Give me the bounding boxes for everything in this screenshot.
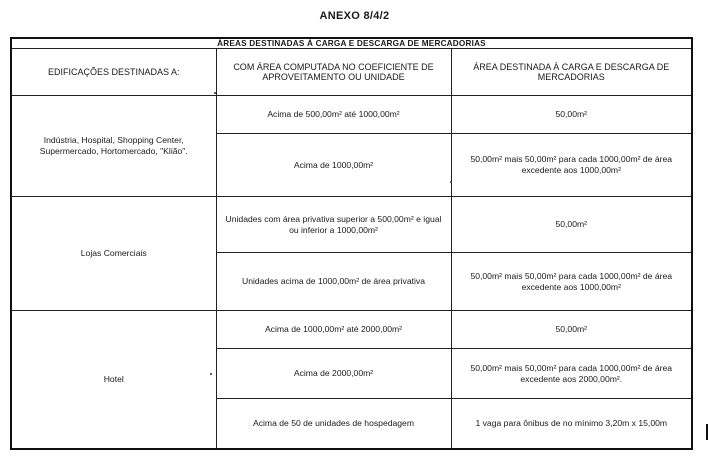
condition-cell: Acima de 2000,00m² <box>216 349 451 399</box>
scan-speck <box>210 373 212 375</box>
group-label-industry: Indústria, Hospital, Shopping Center, Supermercado, Hortomercado, "Klião". <box>11 96 216 197</box>
area-cell: 50,00m² <box>451 197 692 253</box>
scan-speck <box>214 92 216 94</box>
condition-cell: Acima de 1000,00m² <box>216 134 451 197</box>
condition-cell: Acima de 1000,00m² até 2000,00m² <box>216 311 451 349</box>
area-cell: 50,00m² mais 50,00m² para cada 1000,00m² de área excedente aos 2000,00m². <box>451 349 692 399</box>
area-cell: 50,00m² mais 50,00m² para cada 1000,00m² de área excedente aos 1000,00m² <box>451 134 692 197</box>
table-title: ÁREAS DESTINADAS À CARGA E DESCARGA DE MERCADORIAS <box>11 38 692 49</box>
area-cell: 1 vaga para ônibus de no mínimo 3,20m x 15,00m <box>451 399 692 449</box>
condition-cell: Unidades com área privativa superior a 500,00m² e igual ou inferior a 1000,00m² <box>216 197 451 253</box>
table-row <box>11 197 692 253</box>
table-title-row <box>11 38 692 49</box>
condition-cell: Acima de 500,00m² até 1000,00m² <box>216 96 451 134</box>
column-header-loading-area: ÁREA DESTINADA À CARGA E DESCARGA DE MERCADORIAS <box>451 49 692 96</box>
column-header-row <box>11 49 692 96</box>
condition-cell: Acima de 50 de unidades de hospedagem <box>216 399 451 449</box>
area-cell: 50,00m² <box>451 311 692 349</box>
column-header-computed-area: COM ÁREA COMPUTADA NO COEFICIENTE DE APROVEITAMENTO OU UNIDADE <box>216 49 451 96</box>
area-cell: 50,00m² mais 50,00m² para cada 1000,00m² de área excedente aos 1000,00m² <box>451 253 692 311</box>
group-label-shops: Lojas Comerciais <box>11 197 216 311</box>
table-row <box>11 311 692 349</box>
group-label-hotel: Hotel <box>11 311 216 449</box>
document-title: ANEXO 8/4/2 <box>319 10 390 22</box>
margin-mark <box>706 424 708 440</box>
area-cell: 50,00m² <box>451 96 692 134</box>
table-row <box>11 96 692 134</box>
loading-areas-table <box>10 37 693 450</box>
scan-speck <box>450 181 452 183</box>
column-header-building-type: EDIFICAÇÕES DESTINADAS A: <box>11 49 216 96</box>
condition-cell: Unidades acima de 1000,00m² de área privativa <box>216 253 451 311</box>
